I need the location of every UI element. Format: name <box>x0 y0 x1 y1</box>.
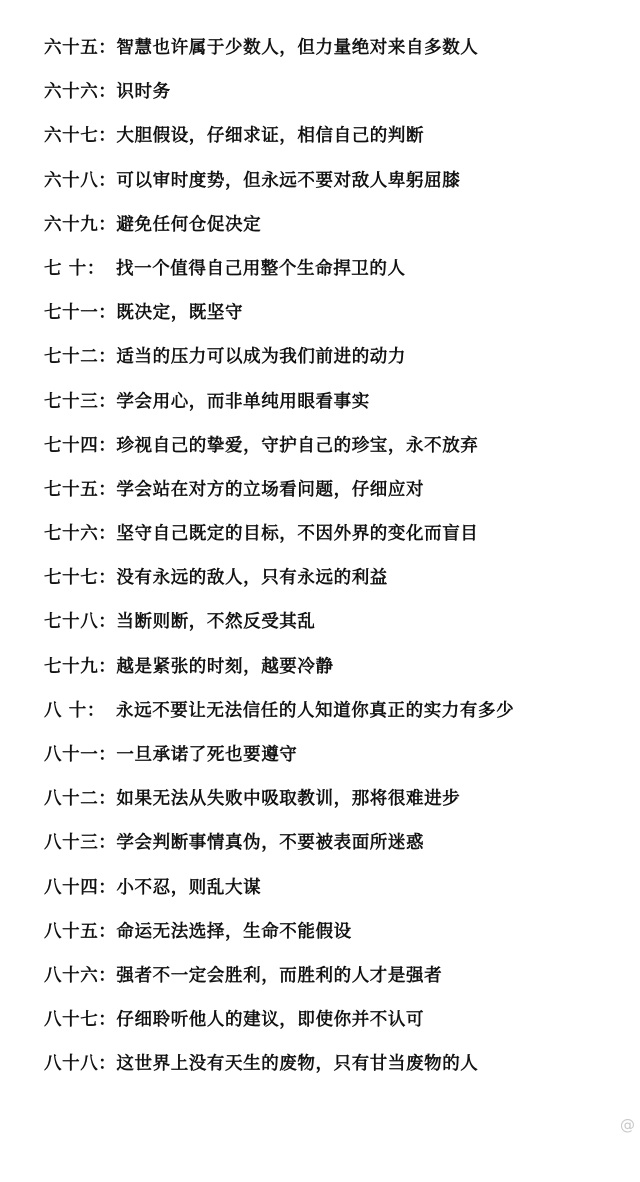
list-item <box>44 32 634 76</box>
item-number: 六十八： <box>44 170 117 191</box>
item-number: 八十一： <box>44 745 117 765</box>
list-item <box>44 165 634 209</box>
list-item <box>44 1004 634 1048</box>
item-number: 八十五： <box>44 921 117 942</box>
list-item <box>44 253 634 297</box>
item-number: 八十七： <box>44 1010 117 1031</box>
list-item <box>44 518 634 562</box>
item-number: 七十二： <box>44 347 117 368</box>
watermark-text: @ <box>620 1116 635 1134</box>
item-text: 这世界上没有天生的废物，只有甘当废物的人 <box>116 1054 479 1075</box>
maxim-list <box>44 32 634 1093</box>
item-number: 七十八： <box>44 612 117 633</box>
item-number: 七 十： <box>44 258 105 279</box>
item-text: 可以审时度势，但永远不要对敌人卑躬屈膝 <box>116 170 461 191</box>
list-item <box>44 76 634 120</box>
item-number: 七十五： <box>44 479 117 500</box>
item-text: 找一个值得自己用整个生命捍卫的人 <box>116 258 406 279</box>
list-item <box>44 209 634 253</box>
item-number: 七十三： <box>44 391 117 412</box>
item-text: 适当的压力可以成为我们前进的动力 <box>116 347 407 368</box>
item-text: 强者不一定会胜利，而胜利的人才是强者 <box>116 965 443 986</box>
list-item <box>44 562 634 606</box>
item-number: 七十七： <box>44 568 117 589</box>
item-text: 越是紧张的时刻，越要冷静 <box>116 656 334 677</box>
list-item <box>44 827 634 871</box>
list-item <box>44 120 634 164</box>
item-number: 八十六： <box>44 965 117 986</box>
item-number: 八十四： <box>44 877 117 898</box>
list-item <box>44 341 634 385</box>
item-text: 小不忍，则乱大谋 <box>116 877 262 898</box>
list-item <box>44 651 634 695</box>
item-text: 既决定，既坚守 <box>116 303 244 324</box>
item-text: 没有永远的敌人，只有永远的利益 <box>116 568 388 589</box>
item-text: 当断则断，不然反受其乱 <box>116 612 316 633</box>
list-item <box>44 606 634 650</box>
item-number: 六十五： <box>44 38 117 58</box>
list-item <box>44 739 634 783</box>
list-item <box>44 872 634 916</box>
item-number: 八十八： <box>44 1054 117 1075</box>
item-text: 一旦承诺了死也要遵守 <box>116 745 298 765</box>
list-item <box>44 916 634 960</box>
item-text: 学会判断事情真伪，不要被表面所迷惑 <box>116 833 425 854</box>
list-item <box>44 695 634 739</box>
item-text: 避免任何仓促决定 <box>116 214 262 235</box>
item-number: 六十九： <box>44 214 117 235</box>
item-text: 永远不要让无法信任的人知道你真正的实力有多少 <box>116 700 515 721</box>
item-text: 智慧也许属于少数人，但力量绝对来自多数人 <box>116 38 479 58</box>
item-text: 大胆假设，仔细求证，相信自己的判断 <box>116 126 425 147</box>
item-number: 七十一： <box>44 303 117 324</box>
item-text: 如果无法从失败中吸取教训，那将很难进步 <box>116 789 461 810</box>
item-text: 仔细聆听他人的建议，即使你并不认可 <box>116 1010 425 1031</box>
item-number: 七十九： <box>44 656 117 677</box>
item-number: 六十六： <box>44 82 117 103</box>
item-text: 珍视自己的挚爱，守护自己的珍宝，永不放弃 <box>116 435 479 456</box>
item-number: 六十七： <box>44 126 117 147</box>
item-text: 命运无法选择，生命不能假设 <box>116 921 352 942</box>
item-text: 识时务 <box>116 82 171 103</box>
item-number: 七十六： <box>44 524 117 545</box>
list-item <box>44 1048 634 1092</box>
watermark <box>618 1112 640 1146</box>
list-item <box>44 430 634 474</box>
list-item <box>44 297 634 341</box>
list-item <box>44 783 634 827</box>
item-text: 学会站在对方的立场看问题，仔细应对 <box>116 479 425 500</box>
list-item <box>44 960 634 1004</box>
item-number: 七十四： <box>44 435 117 456</box>
list-item <box>44 474 634 518</box>
item-text: 学会用心，而非单纯用眼看事实 <box>116 391 370 412</box>
item-number: 八 十： <box>44 700 105 721</box>
list-item <box>44 386 634 430</box>
item-number: 八十三： <box>44 833 117 854</box>
item-number: 八十二： <box>44 789 117 810</box>
item-text: 坚守自己既定的目标，不因外界的变化而盲目 <box>116 524 479 545</box>
